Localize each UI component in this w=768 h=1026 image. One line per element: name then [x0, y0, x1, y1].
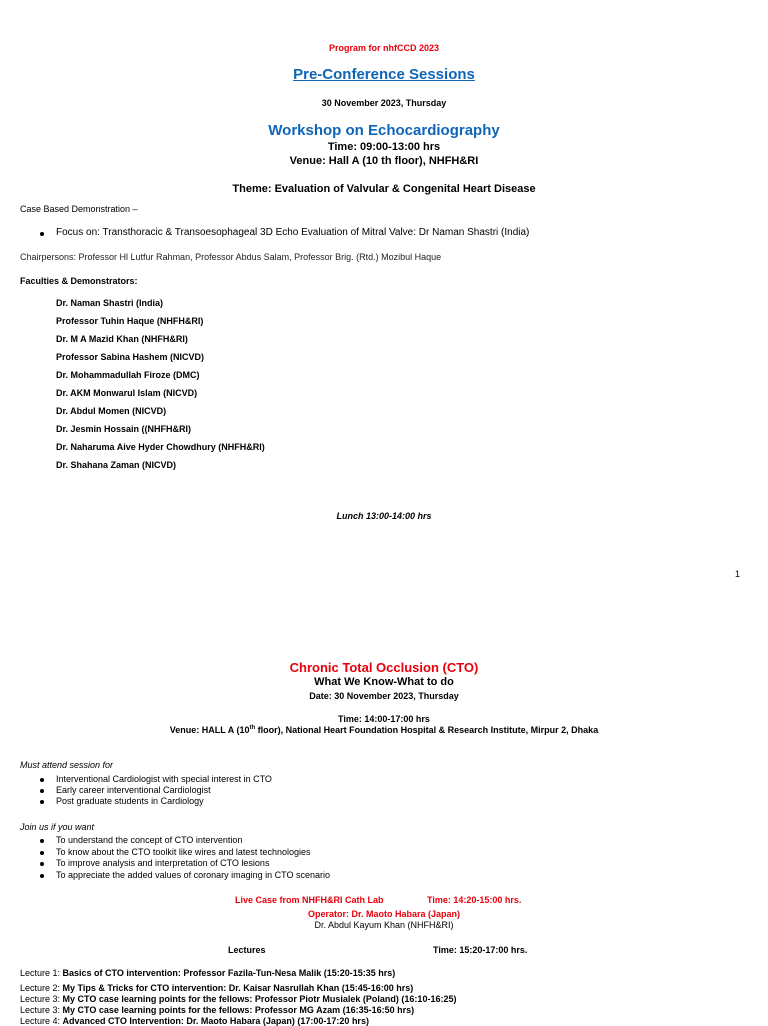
section-title: Pre-Conference Sessions — [293, 66, 475, 83]
operator: Operator: Dr. Maoto Habara (Japan) — [307, 909, 461, 919]
faculty-item: Professor Tuhin Haque (NHFH&RI) — [56, 316, 204, 326]
cto-subtitle: What We Know-What to do — [314, 676, 454, 688]
lecture-item: Lecture 1: Basics of CTO intervention: Professor Fazila-Tun-Nesa Malik (15:20-15:35 hrs) — [20, 968, 396, 978]
attendee-item: Early career interventional Cardiologist — [38, 785, 272, 796]
session-date: 30 November 2023, Thursday — [321, 98, 447, 108]
page-number: 1 — [735, 569, 741, 579]
join-us-label: Join us if you want — [20, 822, 95, 832]
goal-item: To appreciate the added values of coronary imaging in CTO scenario — [38, 870, 330, 882]
goal-item: To improve analysis and interpretation of CTO lesions — [38, 858, 330, 870]
faculty-list — [56, 294, 265, 474]
faculties-heading: Faculties & Demonstrators: — [20, 276, 138, 286]
faculty-item: Dr. Jesmin Hossain ((NHFH&RI) — [56, 424, 192, 434]
chairpersons: Chairpersons: Professor Hl Lutfur Rahman, Professor Abdus Salam, Professor Brig. (Rtd.) Mozibul Haque — [20, 252, 442, 262]
faculty-item: Dr. Naman Shastri (India) — [56, 298, 164, 308]
lecture-item: Lecture 3: My CTO case learning points for the fellows: Professor Piotr Musialek (Poland) (16:10-16:25) — [20, 994, 457, 1004]
workshop-theme: Theme: Evaluation of Valvular & Congenital Heart Disease — [232, 183, 536, 195]
workshop-time: Time: 09:00-13:00 hrs — [327, 141, 441, 153]
lunch-break: Lunch 13:00-14:00 hrs — [336, 511, 432, 521]
faculty-item: Dr. Naharuma Aive Hyder Chowdhury (NHFH&RI) — [56, 442, 265, 452]
faculty-item: Dr. Mohammadullah Firoze (DMC) — [56, 370, 200, 380]
faculty-item: Dr. AKM Monwarul Islam (NICVD) — [56, 388, 198, 398]
lectures-label: Lectures — [228, 945, 266, 955]
goal-item: To know about the CTO toolkit like wires and latest technologies — [38, 847, 330, 859]
must-attend-label: Must attend session for — [20, 760, 114, 770]
focus-list — [38, 227, 529, 238]
goal-list — [38, 835, 330, 881]
attendee-item: Post graduate students in Cardiology — [38, 796, 272, 807]
live-case-time: Time: 14:20-15:00 hrs. — [427, 895, 522, 905]
goal-item: To understand the concept of CTO intervention — [38, 835, 330, 847]
focus-item: Focus on: Transthoracic & Transoesophageal 3D Echo Evaluation of Mitral Valve: Dr Naman Shastri (India) — [38, 227, 529, 238]
live-case: Live Case from NHFH&RI Cath Lab — [235, 895, 384, 905]
cto-title: Chronic Total Occlusion (CTO) — [289, 660, 479, 675]
faculty-item: Dr. M A Mazid Khan (NHFH&RI) — [56, 334, 188, 344]
cto-date: Date: 30 November 2023, Thursday — [309, 691, 459, 701]
co-operator: Dr. Abdul Kayum Khan (NHFH&RI) — [314, 920, 454, 930]
cto-venue: Venue: HALL A (10th floor), National Heart Foundation Hospital & Research Institute, Mirpur 2, Dhaka — [169, 725, 599, 735]
faculty-item: Dr. Abdul Momen (NICVD) — [56, 406, 167, 416]
cto-time: Time: 14:00-17:00 hrs — [338, 714, 430, 724]
program-title: Program for nhfCCD 2023 — [328, 43, 440, 53]
workshop-venue: Venue: Hall A (10 th floor), NHFH&RI — [289, 155, 479, 167]
attendee-list — [38, 774, 272, 807]
lecture-item: Lecture 3: My CTO case learning points for the fellows: Professor MG Azam (16:35-16:50 hrs) — [20, 1005, 415, 1015]
workshop-title: Workshop on Echocardiography — [268, 122, 500, 139]
lecture-item: Lecture 2: My Tips & Tricks for CTO intervention: Dr. Kaisar Nasrullah Khan (15:45-16:00 hrs) — [20, 983, 414, 993]
faculty-item: Professor Sabina Hashem (NICVD) — [56, 352, 205, 362]
faculty-item: Dr. Shahana Zaman (NICVD) — [56, 460, 177, 470]
attendee-item: Interventional Cardiologist with special interest in CTO — [38, 774, 272, 785]
lectures-time: Time: 15:20-17:00 hrs. — [433, 945, 528, 955]
lecture-item: Lecture 4: Advanced CTO Intervention: Dr. Maoto Habara (Japan) (17:00-17:20 hrs) — [20, 1016, 369, 1026]
case-demo-label: Case Based Demonstration – — [20, 204, 138, 214]
